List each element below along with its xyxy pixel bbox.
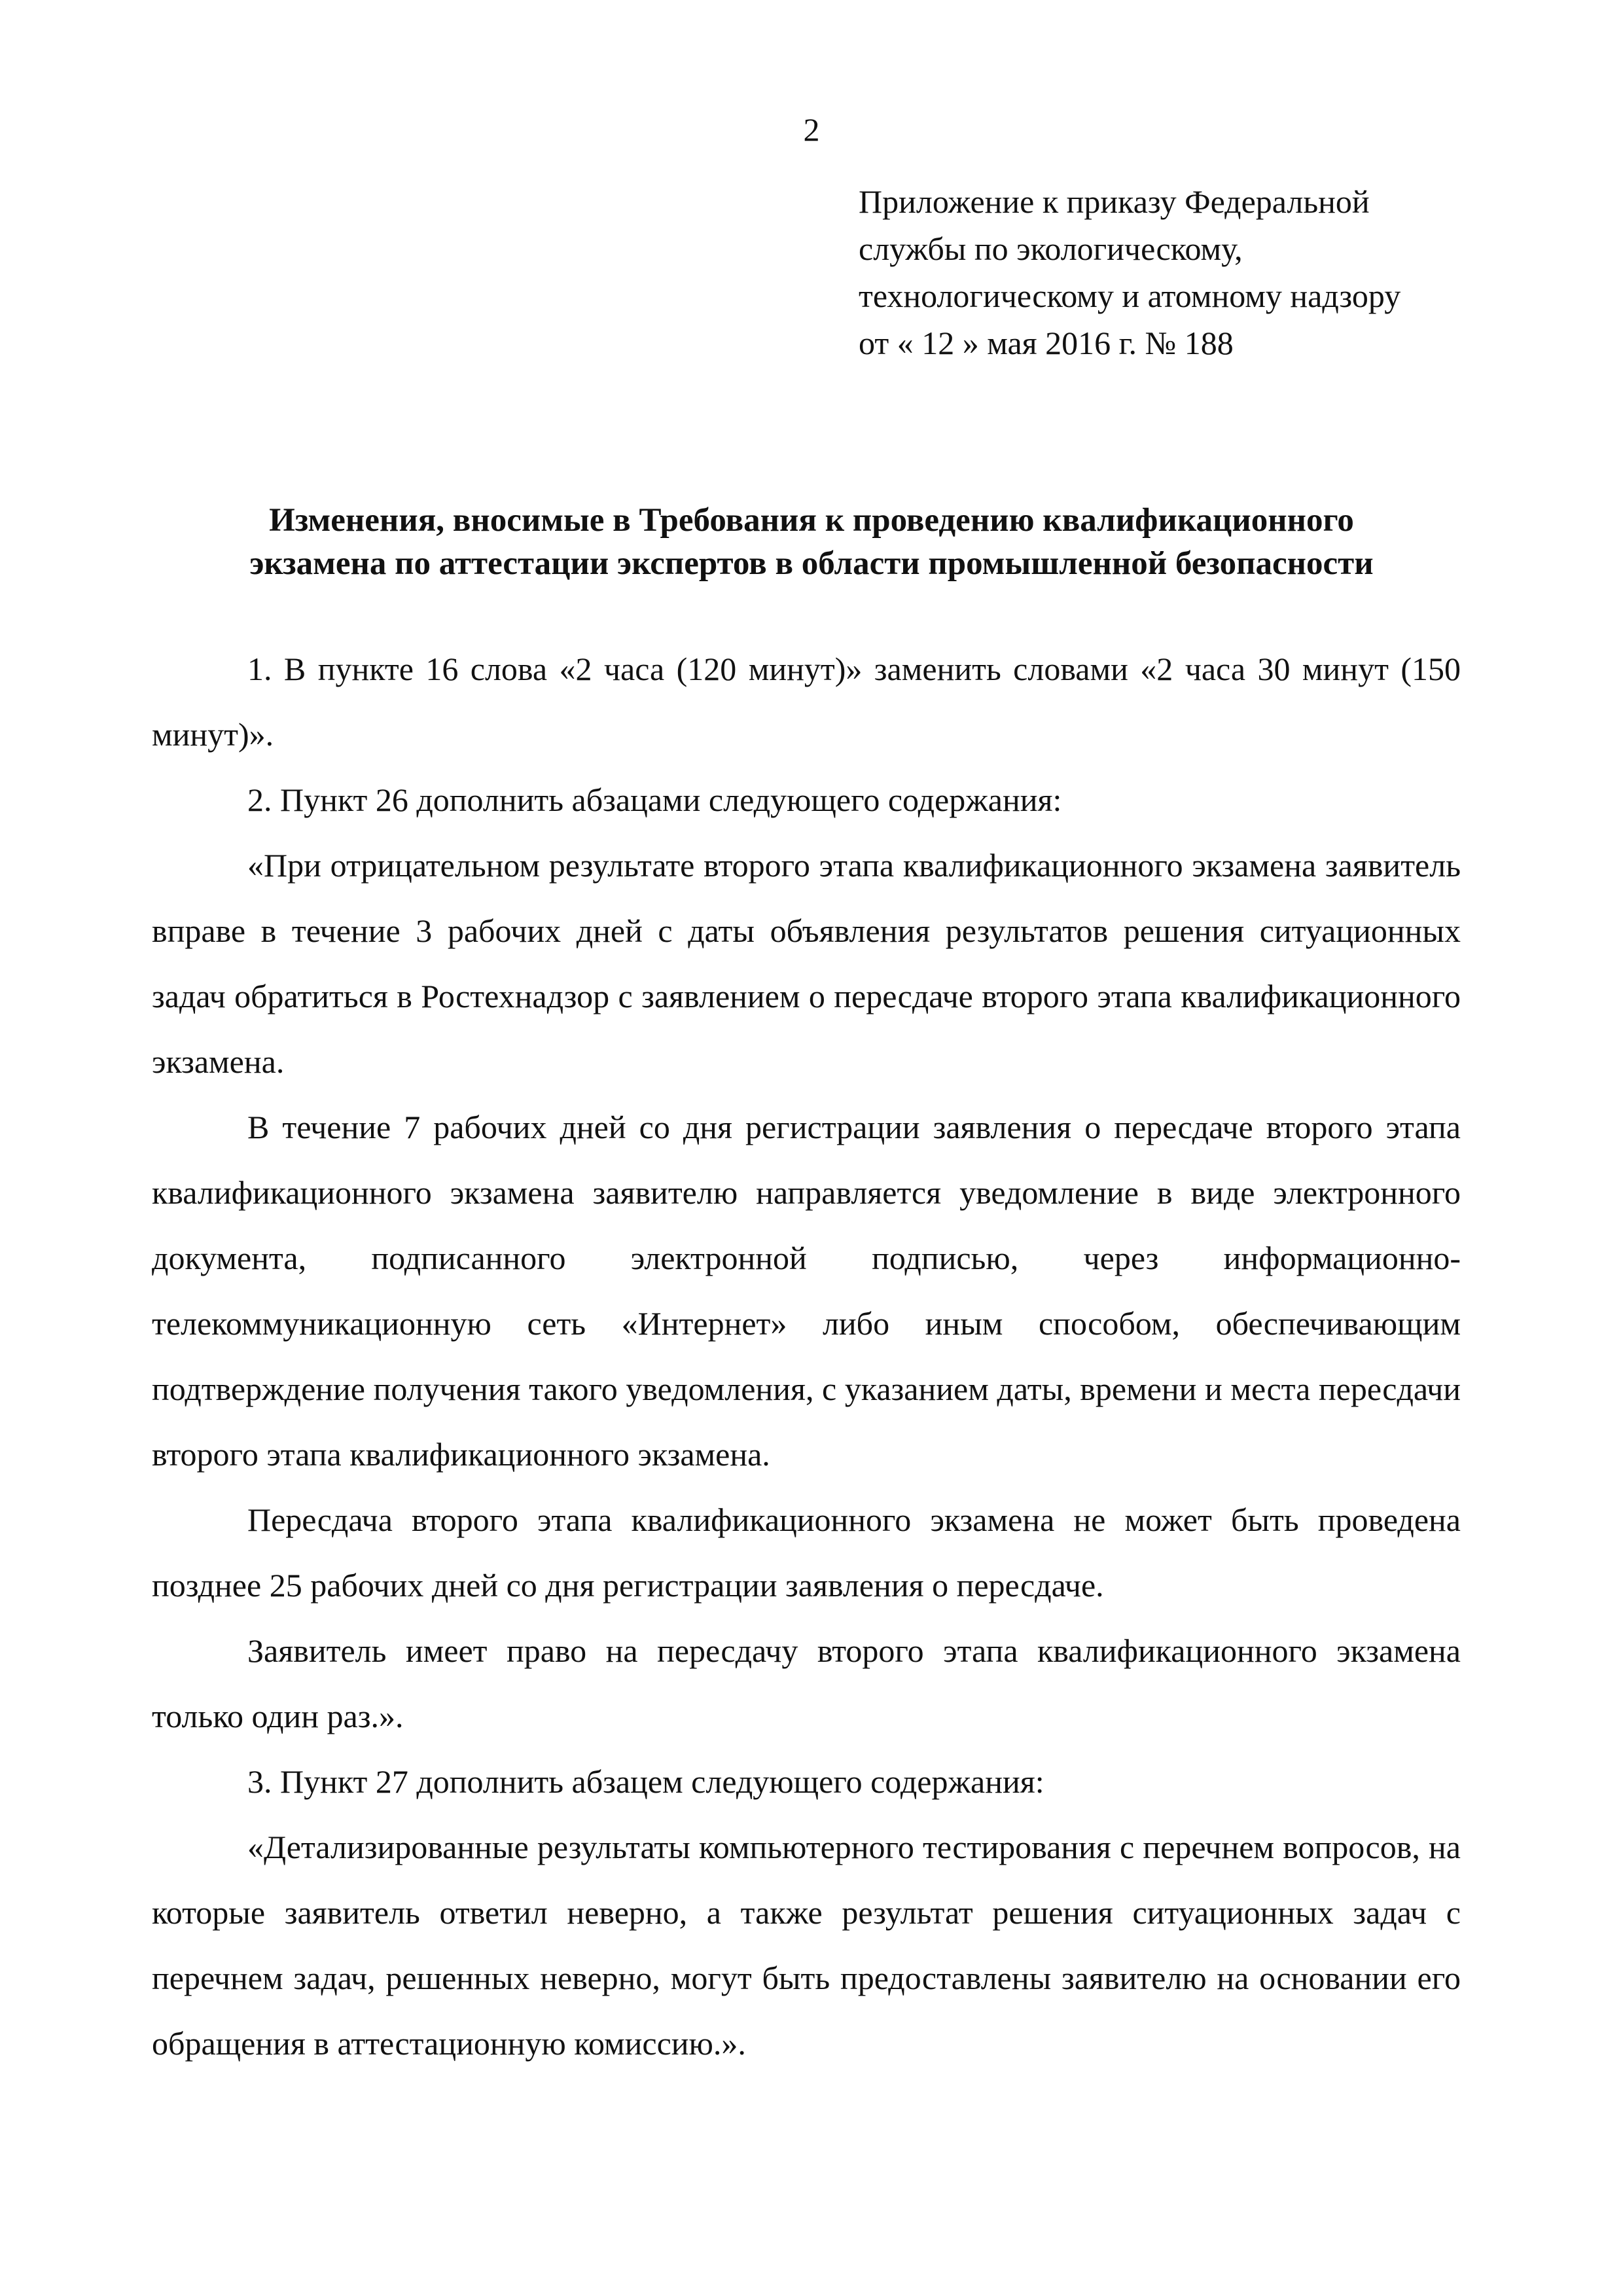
appendix-line: технологическому и атомному надзору [859, 278, 1401, 314]
paragraph-item-1: 1. В пункте 16 слова «2 часа (120 минут)» заменить словами «2 часа 30 минут (150 минут)». [152, 651, 1461, 753]
paragraph-results: «Детализированные результаты компьютерного тестирования с перечнем вопросов, на которые заявитель ответил неверно, а также результат решения ситуационных задач с перечнем задач, решенных неверно, могут быть предоставлены заявителю на основании его обращения в аттестационную комиссию.». [152, 1829, 1461, 2062]
paragraph-deadline: Пересдача второго этапа квалификационного экзамена не может быть проведена позднее 25 рабочих дней со дня регистрации заявления о пересдаче. [152, 1501, 1461, 1604]
paragraph-once: Заявитель имеет право на пересдачу второго этапа квалификационного экзамена только один раз.». [152, 1632, 1461, 1734]
appendix-line: от « 12 » мая 2016 г. № 188 [859, 325, 1234, 361]
page-number: 2 [803, 111, 820, 148]
appendix-header [859, 178, 1605, 367]
title-line: Изменения, вносимые в Требования к проведению квалификационного [269, 502, 1354, 539]
document-title [145, 499, 1478, 585]
appendix-line: Приложение к приказу Федеральной [859, 183, 1370, 220]
paragraph-quote-start: «При отрицательном результате второго этапа квалификационного экзамена заявитель вправе в течение 3 рабочих дней с даты объявления результатов решения ситуационных задач обратиться в Ростехнадзор с заявлением о пересдаче второго этапа квалификационного экзамена. [152, 847, 1461, 1080]
appendix-line: службы по экологическому, [859, 230, 1243, 267]
paragraph-item-3: 3. Пункт 27 дополнить абзацем следующего содержания: [247, 1763, 1044, 1800]
paragraph-item-2: 2. Пункт 26 дополнить абзацами следующего содержания: [247, 781, 1062, 818]
title-line: экзамена по аттестации экспертов в области промышленной безопасности [249, 545, 1374, 582]
document-body [152, 636, 1461, 2076]
paragraph-notification: В течение 7 рабочих дней со дня регистрации заявления о пересдаче второго этапа квалификационного экзамена заявителю направляется уведомление в виде электронного документа, подписанного электронной подписью, через информационно-телекоммуникационную сеть «Интернет» либо иным способом, обеспечивающим подтверждение получения такого уведомления, с указанием даты, времени и места пересдачи второго этапа квалификационного экзамена. [152, 1109, 1461, 1473]
